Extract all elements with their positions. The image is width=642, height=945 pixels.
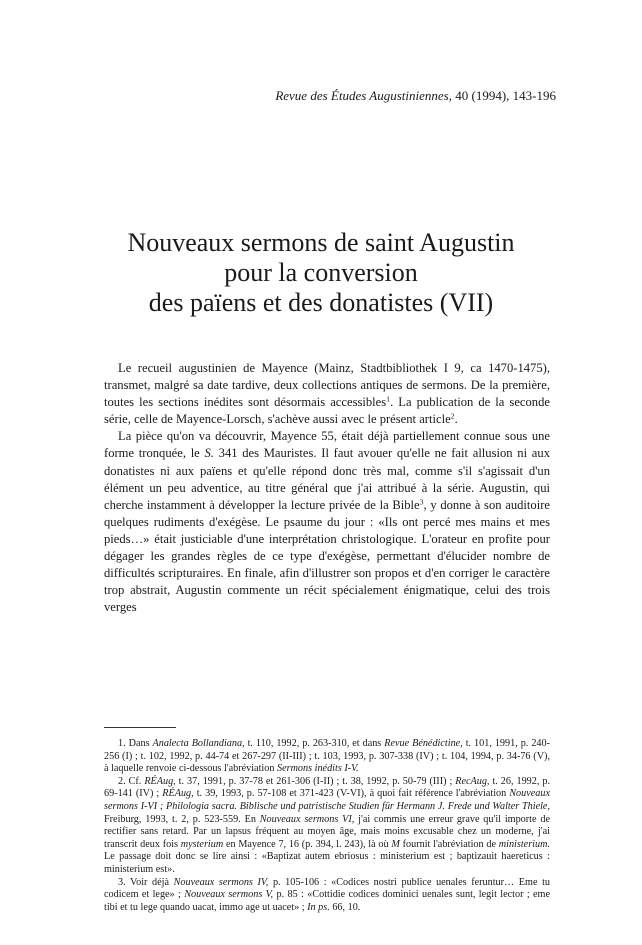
footnote-ref-2[interactable]: 2 [450,412,455,421]
paragraph-2 [104,428,550,616]
title-line-2: pour la conversion [224,258,418,287]
fn3-text-b: p. 105-106 : «Codices nostri publice uenales feruntur… Eme tu codicem et lege» ; [104,876,551,901]
fn3-text-c: p. 85 : «Cottidie codices dominici uenales sunt, legit lector ; eme tibi et tu lege quando uacat, immo age ut uacet» ; [104,889,550,913]
fn3-nouveaux-sermons-v: Nouveaux sermons V, [184,889,274,901]
fn3-in-ps: In ps. [307,901,330,913]
fn1-text-a: 1. Dans [118,738,153,749]
p1-text-a: Le recueil augustinien de Mayence (Mainz, Stadtbibliothek I 9, ca 1470-1475), transmet, malgré sa date tardive, deux collections antiques de sermons. De la première, toutes les sections inédites sont désormais accessibles [104,361,550,410]
fn2-nouveaux-sermons-vi: Nouveaux sermons VI, [259,813,355,825]
fn1-analecta: Analecta Bollandiana, [152,738,245,749]
fn1-text-b: t. 110, 1992, p. 263-310, et dans [244,738,385,749]
fn2-reaug-2: RÉAug, [162,788,194,800]
p1-text-c: . [454,412,458,427]
p2-text-a: La pièce qu'on va découvrir, Mayence 55, était déjà partiellement connue sous une forme tronquée, le [104,429,550,461]
p1-text-b: . La publication de la seconde série, celle de Mayence-Lorsch, s'achève aussi avec le présent article [104,395,550,427]
fn1-text-c: t. 101, 1991, p. 240-256 (I) ; t. 102, 1992, p. 44-74 et 267-297 (II-III) ; t. 103, 1993, p. 307-338 (IV) ; t. 104, 1994, p. 34-76 (V), à laquelle renvoie ci-dessous l'abréviation [104,738,550,775]
fn2-text-h: fournit l'abréviation de [399,838,499,850]
fn3-text-d: 66, 10. [329,901,361,913]
fn1-revue-benedictine: Revue Bénédictine, [384,738,463,749]
p2-sermon-abbrev: S. [204,446,214,461]
title-line-1: Nouveaux sermons de saint Augustin [127,228,515,257]
journal-citation: 40 (1994), 143-196 [455,88,556,103]
footnote-1 [104,738,550,776]
fn2-siglum-m: M [391,838,400,850]
footnote-3 [104,877,550,915]
fn2-text-c: t. 26, 1992, p. 69-141 (IV) ; [104,775,551,800]
fn2-ministerium: ministerium. [498,838,550,850]
fn2-nouveaux-sermons: Nouveaux sermons I-VI ; Philologia sacra. Biblische und patristische Studien für Hermann J. Frede und Walter Thiele, [104,788,550,812]
fn2-text-e: Freiburg, 1993, t. 2, p. 523-559. En [104,813,260,825]
fn2-recaug: RecAug, [455,775,490,787]
title-line-3: des païens et des donatistes (VII) [148,288,494,317]
journal-title: Revue des Études Augustiniennes, [275,88,452,103]
article-title [0,228,642,318]
p2-text-c: , y donne à son auditoire quelques rudiments d'exégèse. Le psaume du jour : «Ils ont percé mes mains et mes pieds…» était justiciable d'une interprétation christologique. L'orateur en profite pour dégager les grandes règles de ce type d'exégèse, permettant d'élucider nombre de difficultés scripturaires. En finale, afin d'illustrer son propos et d'en corriger le caractère trop abstrait, Augustin commente un récit spécialement énigmatique, celui des trois verges [104,497,550,615]
fn1-sermons-inedits: Sermons inédits I-V. [276,763,359,775]
p2-text-b: 341 des Mauristes. Il faut avouer qu'elle ne fait allusion ni aux donatistes ni aux païens et qu'elle répond donc très mal, comme s'il s'agissait d'un élément un peu adventice, au titre général que j'ai attribué à la série. Augustin, qui cherche instamment à développer la lecture privée de la Bible [104,446,550,512]
footnote-separator [104,727,176,728]
footnotes [104,738,550,914]
fn2-text-i: Le passage doit donc se lire ainsi : «Baptizat autem ebriosus : ministerium est ; baptizauit haereticus : ministerium est». [104,851,550,875]
article-body [104,360,550,616]
footnote-ref-3[interactable]: 3 [419,497,424,507]
fn2-text-d: t. 39, 1993, p. 57-108 et 371-423 (V-VI), à quoi fait référence l'abréviation [193,788,510,800]
footnote-2 [104,776,550,877]
fn3-nouveaux-sermons-iv: Nouveaux sermons IV, [173,876,269,888]
paragraph-1 [104,360,550,428]
fn2-text-b: t. 37, 1991, p. 37-78 et 261-306 (I-II) ; t. 38, 1992, p. 50-79 (III) ; [175,775,456,787]
journal-header [0,88,556,104]
fn2-reaug-1: RÉAug, [144,775,176,787]
fn2-mysterium: mysterium [180,838,224,850]
fn2-text-a: 2. Cf. [118,775,145,787]
fn2-text-f: j'ai commis une erreur grave qu'il importe de rectifier sans retard. Par un lapsus fréquent au moyen âge, mais moins excusable chez un moderne, j'ai transcrit deux fois [104,813,550,850]
footnote-ref-1[interactable]: 1 [386,394,391,404]
fn2-text-g: en Mayence 7, 16 (p. 394, l. 243), là où [223,838,392,850]
fn3-text-a: 3. Voir déjà [118,876,174,888]
